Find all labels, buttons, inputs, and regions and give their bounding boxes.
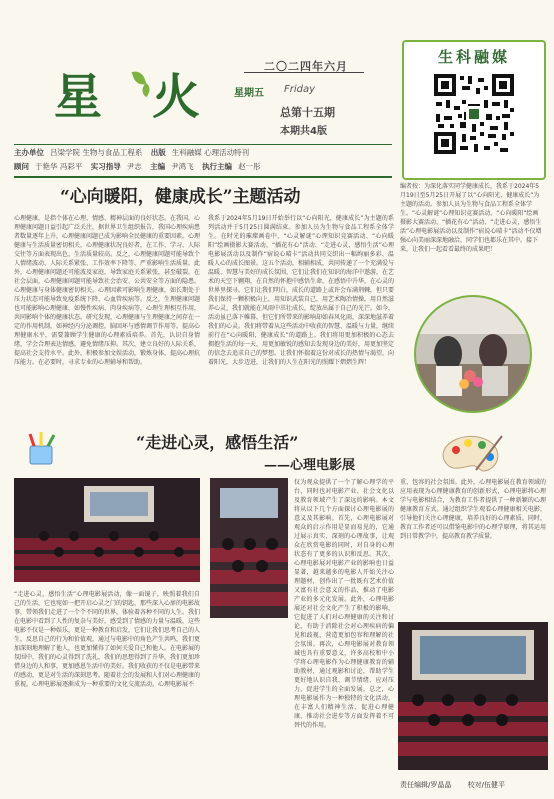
info-label: 实习指导 — [90, 162, 121, 171]
footer — [400, 780, 550, 790]
info-value: 生科融媒 心理活动特刊 — [171, 148, 250, 157]
article1-headline: “心向暖阳，健康成长”主题活动 — [60, 187, 301, 207]
info-row — [14, 147, 392, 161]
issue-pages: 本期共4版 — [280, 126, 327, 137]
info-label: 执行主编 — [202, 162, 233, 171]
leaf-icon — [140, 83, 153, 97]
divider — [14, 176, 392, 178]
article1-column-2: 我系于2024年5月19日开始举行以“心向阳光，健康成长”为主题的系列活动并于5月25日圆满结束。参加人员为生物与食品工程系全体学生。在时光的璀璨画卷中，“心灵解谜”心理知识竞赛活动、“心向暖阳”绘画摄影大赛活动、“插花有心”活动、“走进心灵，感悟生活”心理电影展活动以及制作“宿说心晴卡”活动共同交织出一幅绚丽多彩、温暖人心的成长图景。这五个活动，相辅相成，共同传递了一个充满爱与温暖、智慧与美好的成长氛围，它们让我们在知识的海洋中遨游，在艺术的天空下翱翔，在自然的怀抱中感悟生命，在感悟中升华，在心灵的世界里探寻。它们让我们明白，成长的道路上或许会布满荆棘，但只要我们保持一颗积极向上，用知识武装自己，用艺术陶冶情操，用自然滋养心灵，我们就能在风雨中茁壮成长，绽放出属于自己的光芒。如今，活动虽已落下帷幕，但它们所带来的影响却如春风化雨，深深地滋养着我们的心灵。我们将带着从这些活动中收获的智慧、温暖与力量，继续前行在“心向暖阳，健康成长”的道路上。我们将用更加积极的心态去拥抱生活的每一天，用更加敏锐的感知去发现身边的美好，用更加坚定的信念去追求自己的梦想。让我们怀揣着这份对成长的热情与渴望，向着阳光，大步迈进，让我们的人生在阳光的照耀下熠熠生辉！ — [208, 215, 395, 366]
article2-column-1: “走进心灵，感悟生活”心理电影展活动，像一面镜子，映照着我们自己的生活，它也宛如一把开启心灵之门的钥匙，那些深入心扉的电影故事，带领我们走进了一个个不同的世界，体验着各种不同的人生。我们在电影中看到了人性的复杂与美好，感受到了情感的力量与温暖，这些电影不仅是一种娱乐，更是一种教育和启发，它们让我们思考自己的人生，反思自己的行为和价值观，通过与电影中的角色产生共鸣，我们更加深刻地理解了他人，也更加懂得了如何关爱自己和他人。在电影展的氛围中，我们的心灵得到了洗礼，我们的思想得到了升华，我们更加珍惜身边的人和事，更加感恩生活中的美好。我们收获的不仅是电影带来的感动，更是对生活的深刻思考。随着社会的发展和人们对心理健康的重视，心理电影展逐渐成为一种重要的文化交流活动。心理电影展不 — [14, 591, 201, 688]
issue-weekday: 星期五 — [234, 88, 264, 99]
publication-info — [14, 144, 392, 174]
paint-palette-icon — [436, 430, 506, 476]
masthead — [14, 40, 392, 140]
info-row — [14, 161, 392, 175]
qr-panel — [402, 40, 546, 180]
info-label: 主办单位 — [14, 148, 44, 157]
footer-proofreader: 校对/伍健平 — [467, 781, 505, 789]
info-value: 尹志 — [126, 162, 142, 171]
article2-column-3: 重，包容的社会氛围。此外，心理电影展在教育领域的应用表现为心理健康教育的创新形式，心理电影将心理学与电影相结合，为教育工作者提供了一种新颖的心理健康教育方式。通过组织学生观看心理健康相关电影，引导他们关注心理健康，培养良好的心理素质。同时，教育工作者还可以借鉴电影中的心理学原理，将其运用到日常教学中，提高教育教学质量。 — [400, 479, 546, 540]
masthead-title-left: 星 — [54, 69, 103, 125]
issue-total: 总第十五期 — [280, 106, 335, 119]
article2-column-2: 仅为观众提供了一个了解心理学的平台，同时也对电影产业、社会文化以及教育领域产生了深远的影响。本文将从以下几个方面探讨心理电影展的意义及其影响。首先，心理电影展对观众的启示作用是显而易见的，它通过展示真实、深刻的心理故事，让观众在欣赏电影的同时，对自身的心理状态有了更多的认识和反思。其次，心理电影展对电影产业的影响也日益显著，越来越多的电影人开始关注心理题材，创作出了一批既有艺术价值又富有社会意义的作品，推动了电影产业的多元化发展。此外，心理电影展还对社会文化产生了积极的影响，它促进了人们对心理健康的关注和讨论，有助于消除社会对心理疾病的偏见和歧视，营造更加包容和理解的社会氛围。再次，心理电影展对教育领域也具有重要意义，许多高校和中小学将心理电影作为心理健康教育的辅助教材，通过观影和讨论，帮助学生更好地认识自我、调节情绪、应对压力，促进学生的全面发展。总之，心理电影展作为一种独特的文化活动，在丰富人们精神生活、促进心理健康、推动社会进步等方面发挥着不可替代的作用。 — [294, 479, 394, 729]
qr-code-icon[interactable] — [432, 72, 516, 156]
audience-photo — [210, 478, 288, 618]
info-value: 尹鸿飞 — [171, 162, 194, 171]
article2-subhead: ——心理电影展 — [264, 458, 356, 473]
info-label: 出版 — [150, 148, 166, 157]
divider — [14, 144, 392, 145]
issue-weekday-en: Friday — [284, 84, 316, 95]
footer-editor: 责任编辑/罗晶晶 — [400, 781, 452, 789]
movie-hall-photo — [398, 622, 548, 770]
masthead-title-right: 火 — [152, 69, 201, 125]
movie-screening-photo — [14, 478, 200, 582]
info-label: 顾问 — [14, 162, 29, 171]
editor-note: 编者按：为深化落实同学健康成长，我系于2024年5月19日至5月25日开展了以“心向阳光，健康成长”为主题的活动。参加人员为生物与食品工程系全体学生。“心灵解谜”心理知识竞赛活动、“心向暖阳”绘画摄影大赛活动、“插花有心”活动、“走进心灵，感悟生活”心理电影展活动以及制作“宿说心晴卡”活动不仅增强心向美丽深深地融洽，同学们也都乐在其中。接下来，让我们一起看看最终的成果吧！ — [400, 183, 542, 253]
issue-date: 二〇二四年六月 — [264, 60, 348, 73]
qr-title: 生科融媒 — [437, 48, 510, 66]
article2-headline: “走进心灵，感悟生活” — [136, 433, 299, 452]
pencil-cup-icon — [22, 432, 62, 466]
article1-column-1: 心理健康，是指个体在心理、情感、精神层面的良好状态。在我国，心理健康问题日益引起广泛关注，据世界卫生组织报告，我国心理疾病患者数量逐年上升，心理健康问题已成为影响全民健康的重要因素。心理健康与生活质量密切相关，心理健康状况良好者，在工作、学习、人际交往等方面表现出色，生活质量较高。反之，心理健康问题可能导致个人情绪波动、人际关系紧张、工作效率下降等，严重影响生活质量。此外，心理健康问题还可能波及家庭，导致家庭关系紧张，甚至破裂。在社会层面，心理健康问题可能导致社会治安、公共安全等方面的隐患。心理健康与身体健康密切相关。心理因素可影响生理健康，如长期处于压力状态可能导致免疫系统下降、心血管疾病等。反之，生理健康问题也可能影响心理健康，如慢性疾病、肉身疾病等，心理生理相互作用，共同影响个体的健康状态。研究发现，心理健康与生理健康之间存在一定的作用机制，如神经内分泌调控，脑回环与感情调节作用等。提高心理健康水平，需要兼顾学生健康的心理素质培养。首先，认识自身情绪，学会合理表达情感，避免情绪压抑。其次，建立良好的人际关系，提高社会支持水平。此外，积极参加文娱活动，锻炼身体，提高心理抗压能力。在必要时，寻求专业的心理辅导和帮助。 — [14, 215, 201, 366]
info-value: 赵一彤 — [238, 162, 261, 171]
info-label: 主编 — [150, 162, 166, 171]
info-value: 于艳华 冯彩平 — [35, 162, 83, 171]
info-value: 吕梁学院 生物与食品工程系 — [50, 148, 143, 157]
flower-activity-photo — [398, 294, 548, 414]
